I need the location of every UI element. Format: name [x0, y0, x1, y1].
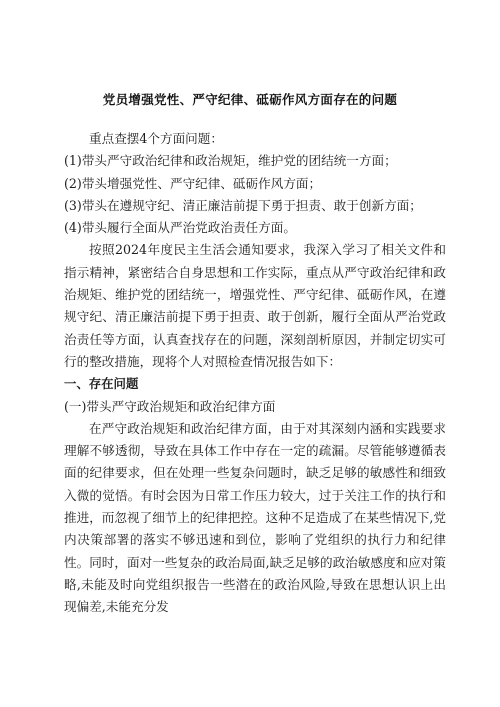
list-item: (3)带头在遵规守纪、清正廉洁前提下勇于担责、敢于创新方面； — [64, 197, 422, 213]
paragraph: 按照2024年度民主生活会通知要求，我深入学习了相关文件和指示精神，紧密结合自身思想和工作实际，重点从严守政治纪律和政治规矩、维护党的团结统一，增强党性、严守纪律、砥砺作风，在遵规守纪、清正廉洁前提下勇于担责、敢于创新，履行全面从严治党政治责任等方面，认真查找存在的问题，深刻剖析原因，并制定切实可行的整改措施，现将个人对照检查情况报告如下： — [64, 242, 446, 369]
document-title: 党员增强党性、严守纪律、砥砺作风方面存在的问题 — [102, 92, 398, 107]
list-item: (2)带头增强党性、严守纪律、砥砺作风方面； — [64, 175, 322, 191]
section-heading: 一、存在问题 — [64, 376, 139, 392]
paragraph: 在严守政治规矩和政治纪律方面，由于对其深刻内涵和实践要求理解不够透彻，导致在具体工作中存在一定的疏漏。尽管能够遵循表面的纪律要求，但在处理一些复杂问题时，缺乏足够的敏感性和细致入微的觉悟。有时会因为日常工作压力较大，过于关注工作的执行和推进，而忽视了细节上的纪律把控。这种不足造成了在某些情况下,党内决策部署的落实不够迅速和到位，影响了党组织的执行力和纪律性。同时，面对一些复杂的政治局面,缺乏足够的政治敏感度和应对策略,未能及时向党组织报告一些潜在的政治风险,导致在思想认识上出现偏差,未能充分发 — [64, 420, 446, 615]
list-item: (4)带头履行全面从严治党政治责任方面。 — [64, 220, 296, 236]
intro-text: 重点查摆4个方面问题： — [89, 131, 223, 146]
list-item: (1)带头严守政治纪律和政治规矩，维护党的团结统一方面； — [64, 153, 397, 169]
document-body — [64, 128, 446, 619]
subsection-heading: (一)带头严守政治规矩和政治纪律方面 — [64, 398, 276, 414]
